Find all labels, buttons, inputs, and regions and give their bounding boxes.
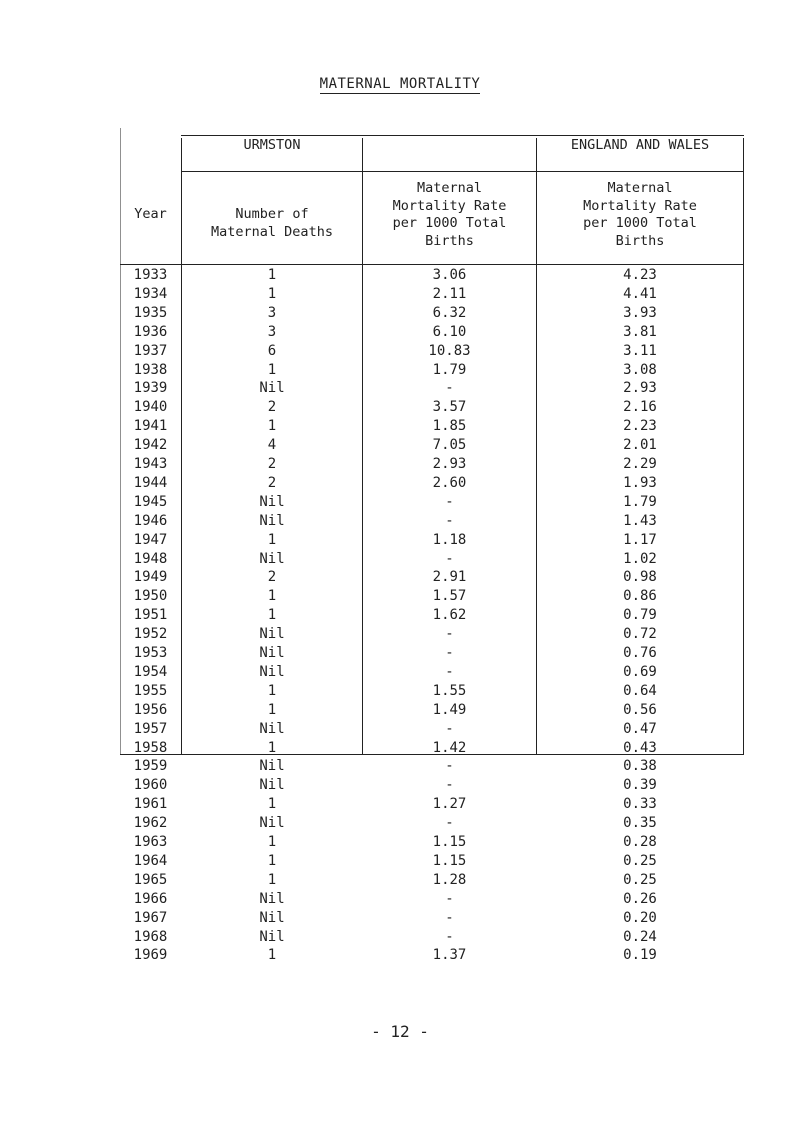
- cell-deaths: 1: [267, 682, 277, 699]
- cell-deaths: 6: [267, 342, 277, 359]
- cell-urm-rate: -: [445, 626, 454, 643]
- cell-deaths: Nil: [259, 777, 285, 794]
- cell-year: 1967: [133, 909, 168, 926]
- cell-year: 1958: [133, 739, 168, 756]
- cell-urm-rate: 3.06: [432, 267, 467, 283]
- cell-urm-rate: 6.10: [432, 323, 467, 340]
- cell-year: 1953: [133, 645, 168, 661]
- cell-year: 1957: [133, 720, 168, 737]
- cell-year: 1945: [133, 493, 168, 510]
- cell-year: 1954: [133, 663, 168, 680]
- cell-deaths: 1: [267, 947, 277, 964]
- cell-ew-rate: 4.23: [623, 267, 657, 283]
- cell-urm-rate: 1.15: [432, 834, 467, 850]
- cell-deaths: Nil: [259, 928, 285, 945]
- cell-urm-rate: -: [445, 663, 454, 680]
- cell-year: 1964: [133, 852, 168, 869]
- cell-deaths: 1: [267, 418, 277, 435]
- table-row: [120, 682, 744, 701]
- cell-ew-rate: 1.79: [623, 493, 657, 510]
- table-row: [120, 436, 744, 455]
- cell-year: 1965: [133, 871, 168, 888]
- table-row: [120, 909, 744, 928]
- deaths-header-line2: Maternal Deaths: [211, 223, 333, 240]
- england-wales-header: ENGLAND AND WALES: [570, 137, 710, 153]
- table-row: [120, 720, 744, 739]
- cell-deaths: 1: [267, 701, 277, 718]
- table-row: [120, 606, 744, 625]
- cell-deaths: Nil: [259, 758, 285, 775]
- urmston-header: URMSTON: [243, 137, 301, 153]
- table-row: [120, 871, 744, 890]
- cell-urm-rate: -: [445, 928, 454, 945]
- cell-urm-rate: 3.57: [432, 399, 467, 416]
- cell-deaths: Nil: [259, 720, 285, 737]
- cell-urm-rate: 10.83: [428, 342, 471, 359]
- cell-urm-rate: -: [445, 890, 454, 907]
- cell-ew-rate: 0.39: [623, 777, 657, 794]
- cell-urm-rate: -: [445, 550, 454, 567]
- cell-urm-rate: 1.85: [432, 418, 467, 435]
- cell-ew-rate: 0.25: [623, 852, 657, 869]
- cell-urm-rate: -: [445, 493, 454, 510]
- urmston-rate-header: [363, 180, 536, 250]
- cell-deaths: 1: [267, 796, 277, 813]
- cell-ew-rate: 3.08: [623, 361, 657, 378]
- cell-deaths: 2: [267, 474, 277, 491]
- cell-deaths: 1: [267, 361, 277, 378]
- ew-rate-header: [537, 180, 743, 250]
- table-row: [120, 285, 744, 304]
- table-row: [120, 644, 744, 663]
- cell-deaths: Nil: [259, 493, 285, 510]
- cell-deaths: 1: [267, 739, 277, 756]
- cell-deaths: 1: [267, 588, 277, 605]
- cell-ew-rate: 3.81: [623, 323, 657, 340]
- rule-top: [181, 135, 744, 136]
- cell-year: 1944: [133, 474, 168, 491]
- table-row: [120, 739, 744, 758]
- cell-deaths: 4: [267, 437, 277, 454]
- cell-deaths: 1: [267, 852, 277, 869]
- cell-year: 1937: [133, 342, 168, 359]
- cell-deaths: Nil: [259, 550, 285, 567]
- cell-year: 1949: [133, 569, 168, 586]
- cell-ew-rate: 0.35: [623, 815, 657, 832]
- table-row: [120, 531, 744, 550]
- cell-deaths: 3: [267, 304, 277, 321]
- cell-year: 1951: [133, 607, 168, 624]
- cell-year: 1939: [133, 380, 168, 397]
- table-row: [120, 512, 744, 531]
- cell-deaths: Nil: [259, 626, 285, 643]
- cell-year: 1946: [133, 512, 168, 529]
- cell-ew-rate: 0.19: [623, 947, 657, 964]
- cell-year: 1938: [133, 361, 168, 378]
- cell-year: 1960: [133, 777, 168, 794]
- cell-ew-rate: 3.93: [623, 304, 657, 321]
- ew-rate-header-line3: per 1000 Total: [583, 215, 697, 231]
- cell-ew-rate: 2.93: [623, 380, 657, 397]
- deaths-header-line1: Number of: [235, 206, 309, 222]
- urmston-rate-header-line1: Maternal: [416, 180, 483, 196]
- cell-ew-rate: 0.79: [623, 607, 657, 624]
- table-row: [120, 701, 744, 720]
- cell-year: 1936: [133, 323, 168, 340]
- cell-urm-rate: 7.05: [432, 437, 467, 454]
- cell-deaths: Nil: [259, 815, 285, 832]
- table-row: [120, 625, 744, 644]
- cell-deaths: Nil: [259, 890, 285, 907]
- cell-ew-rate: 0.43: [623, 739, 657, 756]
- rule-group-header: [181, 171, 744, 172]
- cell-ew-rate: 0.69: [623, 663, 657, 680]
- table-row: [120, 266, 744, 285]
- cell-urm-rate: 2.60: [432, 474, 467, 491]
- urmston-rate-header-line2: Mortality Rate: [392, 197, 507, 214]
- cell-ew-rate: 1.43: [623, 512, 657, 529]
- table-row: [120, 455, 744, 474]
- cell-urm-rate: 1.57: [432, 588, 467, 605]
- ew-rate-header-line2: Mortality Rate: [583, 197, 697, 214]
- cell-ew-rate: 0.25: [623, 871, 657, 888]
- table-row: [120, 361, 744, 380]
- cell-year: 1956: [133, 701, 168, 718]
- cell-year: 1962: [133, 815, 168, 832]
- cell-ew-rate: 4.41: [623, 285, 657, 302]
- table-row: [120, 417, 744, 436]
- cell-deaths: Nil: [259, 380, 285, 397]
- cell-year: 1935: [133, 304, 168, 321]
- cell-urm-rate: -: [445, 815, 454, 832]
- cell-ew-rate: 2.23: [623, 418, 657, 435]
- cell-ew-rate: 0.76: [623, 645, 657, 661]
- cell-urm-rate: 1.28: [432, 871, 467, 888]
- cell-deaths: 1: [267, 607, 277, 624]
- table-row: [120, 833, 744, 852]
- table-row: [120, 304, 744, 323]
- cell-urm-rate: -: [445, 909, 454, 926]
- cell-year: 1940: [133, 399, 168, 416]
- page-title: MATERNAL MORTALITY: [319, 76, 481, 92]
- table-row: [120, 474, 744, 493]
- cell-year: 1941: [133, 418, 168, 435]
- table-row: [120, 379, 744, 398]
- cell-year: 1969: [133, 947, 168, 964]
- cell-ew-rate: 0.56: [623, 701, 657, 718]
- year-header: Year: [134, 206, 167, 222]
- deaths-header: [182, 206, 362, 241]
- cell-ew-rate: 0.72: [623, 626, 657, 643]
- table-row: [120, 550, 744, 569]
- cell-year: 1952: [133, 626, 168, 643]
- urmston-rate-header-line3: per 1000 Total: [392, 215, 507, 231]
- cell-urm-rate: -: [445, 758, 454, 775]
- table-row: [120, 795, 744, 814]
- cell-year: 1943: [133, 456, 168, 472]
- cell-ew-rate: 2.29: [623, 456, 657, 472]
- cell-ew-rate: 1.17: [623, 531, 657, 548]
- cell-urm-rate: 6.32: [432, 304, 467, 321]
- cell-year: 1966: [133, 890, 168, 907]
- cell-ew-rate: 0.47: [623, 720, 657, 737]
- table-row: [120, 852, 744, 871]
- cell-urm-rate: 1.15: [432, 852, 467, 869]
- cell-urm-rate: -: [445, 777, 454, 794]
- urmston-rate-header-line4: Births: [425, 232, 474, 249]
- cell-year: 1968: [133, 928, 168, 945]
- table-row: [120, 342, 744, 361]
- cell-year: 1934: [133, 285, 168, 302]
- cell-deaths: Nil: [259, 512, 285, 529]
- cell-deaths: 1: [267, 871, 277, 888]
- cell-ew-rate: 0.98: [623, 569, 657, 586]
- cell-urm-rate: 1.49: [432, 701, 467, 718]
- ew-rate-header-line1: Maternal: [607, 180, 673, 196]
- cell-ew-rate: 0.20: [623, 909, 657, 926]
- cell-urm-rate: -: [445, 645, 454, 661]
- table-row: [120, 587, 744, 606]
- cell-deaths: 1: [267, 531, 277, 548]
- cell-ew-rate: 0.33: [623, 796, 657, 813]
- cell-urm-rate: 1.18: [432, 531, 467, 548]
- cell-ew-rate: 2.16: [623, 399, 657, 416]
- cell-ew-rate: 1.93: [623, 474, 657, 491]
- table-row: [120, 776, 744, 795]
- table-row: [120, 890, 744, 909]
- cell-urm-rate: -: [445, 720, 454, 737]
- table-row: [120, 757, 744, 776]
- cell-ew-rate: 0.24: [623, 928, 657, 945]
- cell-deaths: 1: [267, 285, 277, 302]
- ew-rate-header-line4: Births: [615, 232, 665, 249]
- cell-deaths: 1: [267, 267, 277, 283]
- cell-year: 1933: [133, 267, 168, 283]
- cell-urm-rate: 2.91: [432, 569, 467, 586]
- cell-ew-rate: 0.38: [623, 758, 657, 775]
- cell-year: 1955: [133, 682, 168, 699]
- rule-header-bottom: [120, 264, 744, 265]
- cell-deaths: 2: [267, 569, 277, 586]
- cell-deaths: Nil: [259, 909, 285, 926]
- cell-ew-rate: 0.26: [623, 890, 657, 907]
- cell-year: 1942: [133, 437, 168, 454]
- table-row: [120, 323, 744, 342]
- cell-urm-rate: 1.27: [432, 796, 467, 813]
- table-row: [120, 398, 744, 417]
- cell-year: 1959: [133, 758, 168, 775]
- table-row: [120, 493, 744, 512]
- cell-urm-rate: 2.93: [432, 456, 467, 472]
- table-row: [120, 663, 744, 682]
- cell-year: 1950: [133, 588, 168, 605]
- cell-ew-rate: 2.01: [623, 437, 657, 454]
- cell-deaths: 3: [267, 323, 277, 340]
- page-number: - 12 -: [371, 1022, 429, 1041]
- cell-urm-rate: -: [445, 512, 454, 529]
- cell-urm-rate: 1.79: [432, 361, 467, 378]
- cell-urm-rate: 1.37: [432, 947, 467, 964]
- cell-year: 1948: [133, 550, 168, 567]
- cell-urm-rate: -: [445, 380, 454, 397]
- table-row: [120, 928, 744, 947]
- table-row: [120, 814, 744, 833]
- cell-deaths: Nil: [259, 645, 285, 661]
- cell-ew-rate: 0.86: [623, 588, 657, 605]
- cell-urm-rate: 1.62: [432, 607, 467, 624]
- cell-deaths: 2: [267, 399, 277, 416]
- cell-ew-rate: 0.64: [623, 682, 657, 699]
- cell-year: 1947: [133, 531, 168, 548]
- cell-ew-rate: 1.02: [623, 550, 657, 567]
- cell-urm-rate: 1.55: [432, 682, 467, 699]
- cell-urm-rate: 1.42: [432, 739, 467, 756]
- cell-ew-rate: 3.11: [623, 342, 657, 359]
- cell-deaths: 2: [267, 456, 277, 472]
- cell-year: 1963: [133, 834, 168, 850]
- cell-deaths: Nil: [259, 663, 285, 680]
- cell-deaths: 1: [267, 834, 277, 850]
- cell-urm-rate: 2.11: [432, 285, 467, 302]
- cell-ew-rate: 0.28: [623, 834, 657, 850]
- cell-year: 1961: [133, 796, 168, 813]
- table-row: [120, 568, 744, 587]
- maternal-mortality-table: [120, 128, 710, 964]
- table-row: [120, 946, 744, 965]
